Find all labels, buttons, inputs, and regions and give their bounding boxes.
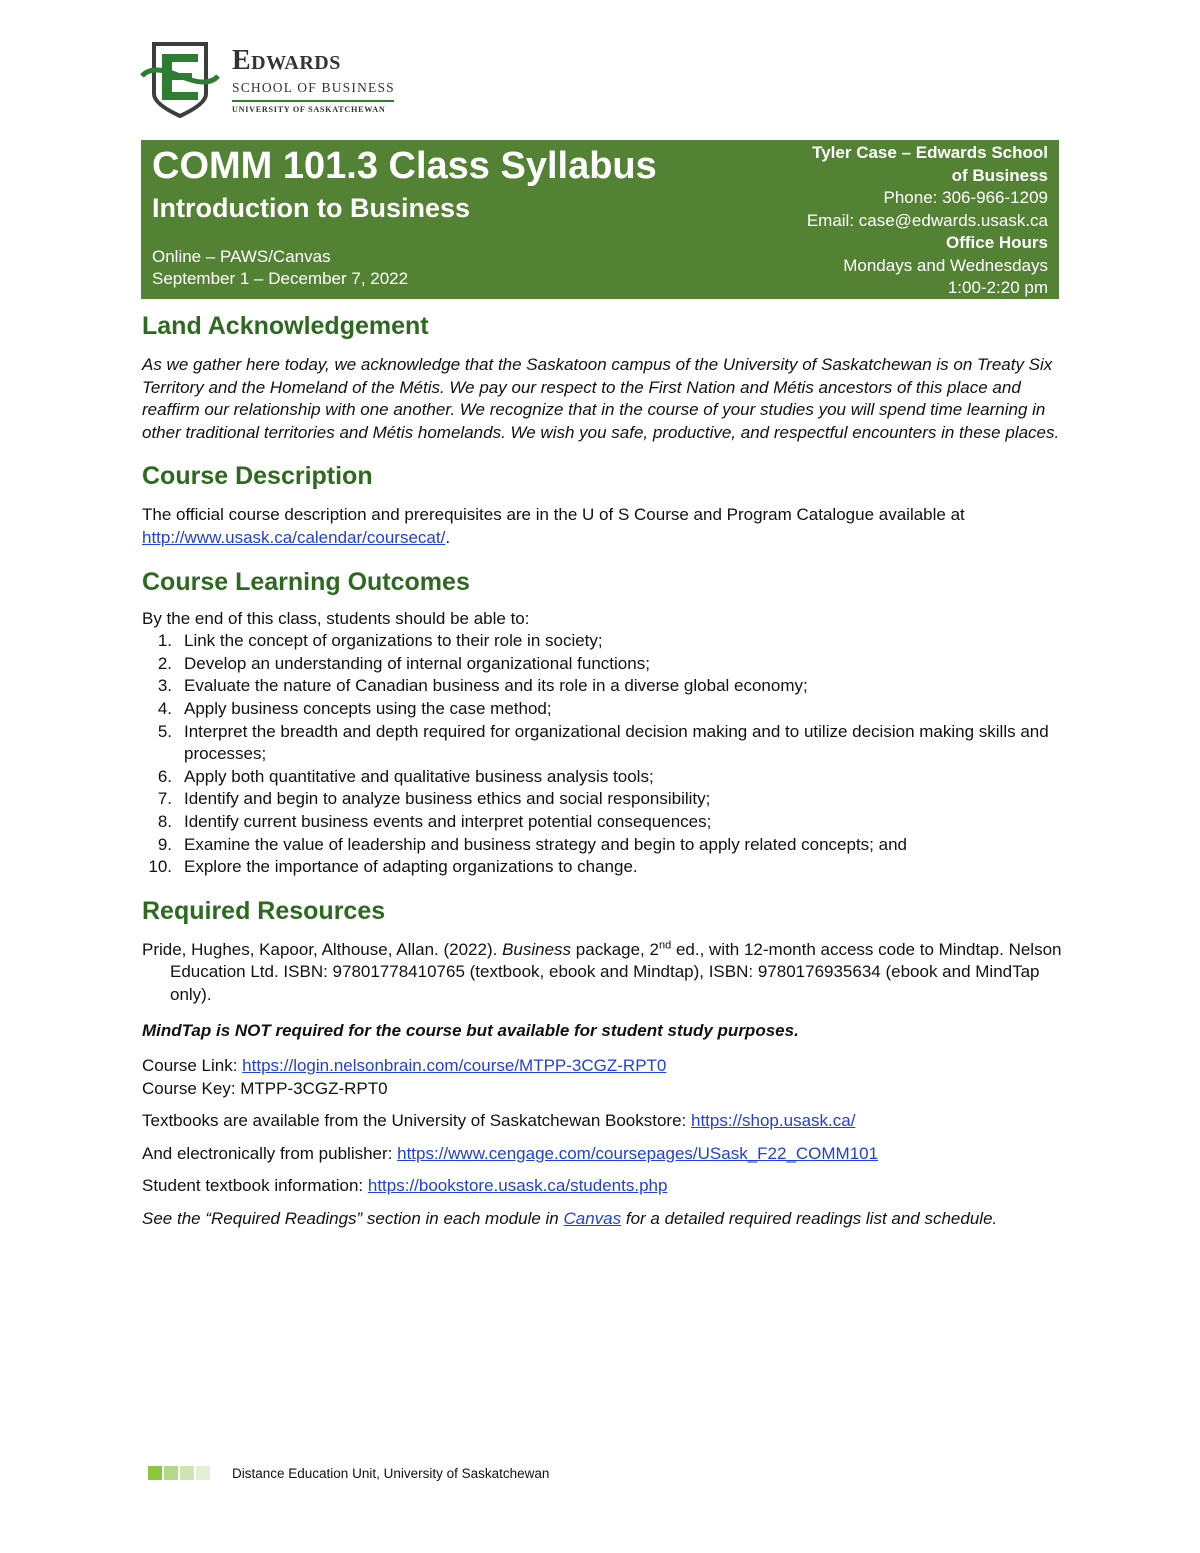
instructor-phone: Phone: 306-966-1209: [883, 188, 1048, 207]
publisher-line: [142, 1143, 1062, 1166]
course-catalogue-link[interactable]: http://www.usask.ca/calendar/coursecat/: [142, 527, 446, 547]
instructor-info: [748, 142, 1048, 300]
syllabus-body: [142, 310, 1062, 1231]
list-item-number: 1.: [157, 631, 172, 651]
course-link[interactable]: https://login.nelsonbrain.com/course/MTPP-3CGZ-RPT0: [242, 1056, 667, 1076]
learning-outcomes-heading: Course Learning Outcomes: [142, 567, 470, 596]
list-item-text: Interpret the breadth and depth required for organizational decision making and to utilize decision making skills and processes;: [184, 721, 1049, 764]
instructor-school: of Business: [951, 165, 1048, 185]
logo-divider: [232, 100, 394, 102]
page-title: COMM 101.3 Class Syllabus: [152, 145, 657, 187]
list-item: [142, 856, 1062, 879]
citation-superscript: nd: [658, 939, 672, 952]
list-item: [142, 698, 1062, 721]
land-acknowledgement-text: As we gather here today, we acknowledge that the Saskatoon campus of the University of Saskatchewan is on Treaty Six Territory and the Homeland of the Métis. We pay our respect to the First Nation and Métis ancestors of this place and reaffirm our relationship with one another. We recognize that in the course of your studies you will spend time learning in other traditional territories and Métis homelands. We wish you safe, productive, and respectful encounters in these places.: [142, 355, 1060, 442]
footer-blocks-icon: [148, 1466, 210, 1480]
delivery-mode: Online – PAWS/Canvas: [152, 247, 331, 266]
logo-school: SCHOOL OF BUSINESS: [232, 80, 395, 95]
syllabus-banner: [141, 140, 1059, 299]
student-textbook-link[interactable]: https://bookstore.usask.ca/students.php: [367, 1176, 668, 1196]
bookstore-link[interactable]: https://shop.usask.ca/: [691, 1111, 856, 1131]
description-period: .: [445, 527, 451, 547]
list-item-text: Identify current business events and interpret potential consequences;: [184, 811, 712, 831]
list-item-number: 9.: [157, 834, 172, 854]
instructor-email: Email: case@edwards.usask.ca: [806, 210, 1048, 230]
list-item: [142, 834, 1062, 857]
list-item: [142, 811, 1062, 834]
list-item-text: Evaluate the nature of Canadian business and its role in a diverse global economy;: [184, 676, 808, 696]
footer-text: Distance Education Unit, University of Saskatchewan: [232, 1466, 550, 1481]
list-item-number: 2.: [157, 653, 172, 673]
edwards-shield-icon: [140, 42, 220, 118]
citation-edition: package, 2: [571, 939, 659, 959]
office-hours-time: 1:00-2:20 pm: [947, 278, 1048, 297]
citation-title: Business: [502, 939, 572, 959]
citation-authors: Pride, Hughes, Kapoor, Althouse, Allan. (2022).: [142, 939, 503, 959]
list-item: [142, 675, 1062, 698]
office-hours-days: Mondays and Wednesdays: [843, 255, 1048, 275]
office-hours-label: Office Hours: [945, 233, 1048, 252]
student-textbook-text: Student textbook information:: [142, 1176, 368, 1196]
list-item-number: 10.: [148, 857, 172, 877]
readings-note-text: See the “Required Readings” section in each module in: [142, 1209, 564, 1229]
readings-note-end: for a detailed required readings list and schedule.: [621, 1209, 998, 1229]
list-item-text: Identify and begin to analyze business ethics and social responsibility;: [184, 789, 711, 809]
bookstore-text: Textbooks are available from the University of Saskatchewan Bookstore:: [142, 1111, 691, 1131]
course-dates: September 1 – December 7, 2022: [152, 269, 409, 288]
list-item-text: Apply both quantitative and qualitative business analysis tools;: [184, 766, 654, 786]
list-item: [142, 653, 1062, 676]
list-item-text: Apply business concepts using the case method;: [184, 698, 552, 718]
citation-details: ed., with 12-month access code to Mindtap. Nelson Education Ltd. ISBN: 97801778410765 (textbook, ebook and Mindtap), ISBN: 9780176935634 (ebook and MindTap only).: [170, 939, 1062, 1004]
list-item-number: 4.: [157, 698, 172, 718]
land-acknowledgement-heading: Land Acknowledgement: [142, 312, 429, 340]
student-textbook-line: [142, 1175, 1062, 1198]
list-item-number: 7.: [157, 789, 172, 809]
list-item: [142, 788, 1062, 811]
list-item-number: 5.: [157, 721, 172, 741]
list-item-text: Examine the value of leadership and business strategy and begin to apply related concepts; and: [184, 834, 907, 854]
description-text: The official course description and prerequisites are in the U of S Course and Program Catalogue available at: [142, 505, 965, 525]
course-subtitle: Introduction to Business: [152, 193, 471, 223]
list-item-number: 3.: [157, 676, 172, 696]
bookstore-line: [142, 1110, 1062, 1133]
edwards-logo: [140, 42, 420, 120]
course-link-label: Course Link:: [142, 1056, 243, 1076]
list-item-text: Explore the importance of adapting organizations to change.: [184, 857, 638, 877]
course-key: Course Key: MTPP-3CGZ-RPT0: [142, 1078, 388, 1098]
list-item-number: 8.: [157, 811, 172, 831]
publisher-text: And electronically from publisher:: [142, 1143, 398, 1163]
instructor-name: Tyler Case – Edwards School: [812, 143, 1048, 162]
list-item: [142, 766, 1062, 789]
learning-outcomes-intro: By the end of this class, students should be able to:: [142, 608, 530, 628]
list-item-text: Link the concept of organizations to their role in society;: [184, 631, 603, 651]
course-link-line: [142, 1055, 1062, 1078]
list-item-number: 6.: [157, 766, 172, 786]
required-resources-heading: Required Resources: [142, 896, 386, 925]
list-item-text: Develop an understanding of internal organizational functions;: [184, 653, 650, 673]
canvas-link[interactable]: Canvas: [563, 1209, 622, 1229]
course-description-text: [142, 504, 1062, 549]
logo-university: UNIVERSITY OF SASKATCHEWAN: [232, 105, 386, 114]
list-item: [142, 630, 1062, 653]
textbook-citation: [142, 939, 1062, 1007]
mindtap-note: MindTap is NOT required for the course but available for student study purposes.: [142, 1021, 799, 1041]
course-description-heading: Course Description: [142, 462, 373, 491]
list-item: [142, 721, 1062, 766]
learning-outcomes-list: [142, 630, 1062, 879]
readings-note: [142, 1208, 1062, 1231]
publisher-link[interactable]: https://www.cengage.com/coursepages/USask_F22_COMM101: [397, 1143, 879, 1163]
logo-name: Edwards: [232, 45, 341, 76]
